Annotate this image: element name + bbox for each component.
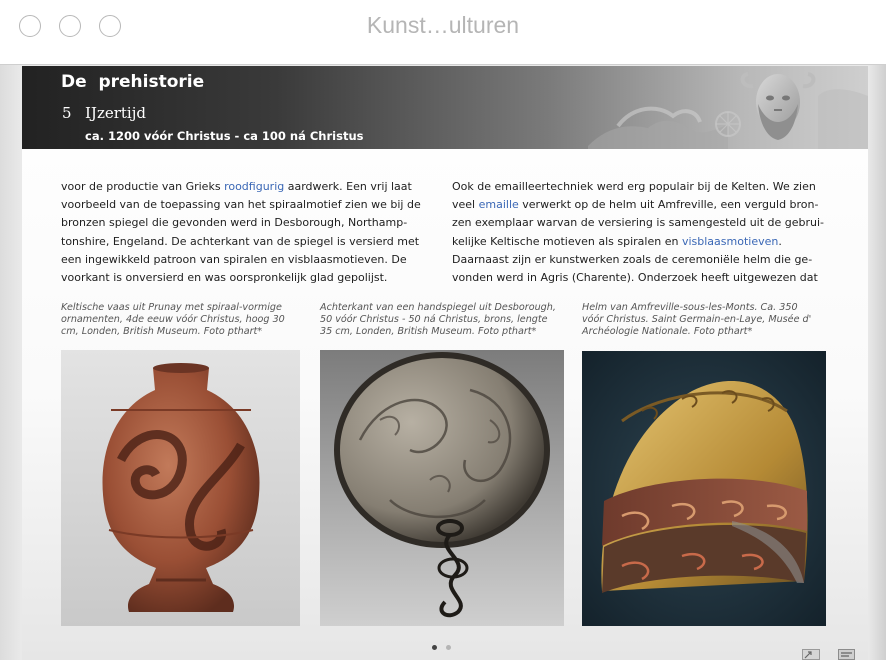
left-column-line: bronzen spiegel die gevonden werd in Desborough, Northamp- (61, 216, 408, 230)
caption-line: 50 vóór Christus - 50 ná Christus, brons, lengte (320, 314, 548, 326)
caption-line: 35 cm, Londen, British Museum. Foto pthart* (320, 326, 537, 338)
helmet-photo[interactable] (582, 351, 826, 626)
left-column-line: tonshire, Engeland. De achterkant van de spiegel is versierd met (61, 234, 420, 248)
left-column-line: voorbeeld van de toepassing van het spiraalmotief zien we bij de (61, 198, 421, 212)
mirror-photo[interactable] (320, 350, 564, 626)
caption-line: Helm van Amfreville-sous-les-Monts. Ca. 350 (582, 302, 798, 313)
glossary-link-visblaasmotieven[interactable]: visblaasmotieven (681, 234, 779, 248)
contents-icon[interactable] (838, 649, 855, 660)
caption-line: Achterkant van een handspiegel uit Desborough, (320, 302, 556, 313)
window-title: Kunst…ulturen (366, 12, 520, 38)
caption-line: Keltische vaas uit Prunay met spiraal-vormige (61, 302, 282, 313)
page-dot-1[interactable] (432, 645, 437, 650)
figure-caption-helmet (582, 302, 811, 339)
chapter-title: De prehistorie (61, 72, 205, 92)
right-column-line: Daarnaast zijn er kunstwerken zoals de ceremoniële helm die ge- (452, 252, 813, 266)
section-name: IJzertijd (85, 104, 146, 122)
period-subtitle: ca. 1200 vóór Christus - ca 100 ná Christus (85, 129, 364, 143)
left-column-line: voor de productie van Grieks roodfigurig aardwerk. Een vrij laat (61, 180, 412, 193)
caption-line: ornamenten, 4de eeuw vóór Christus, hoog 30 (61, 314, 285, 326)
page-dot-2[interactable] (446, 645, 451, 650)
figure-caption-vase (61, 302, 285, 339)
figure-caption-mirror (320, 302, 556, 339)
expand-icon[interactable] (802, 649, 820, 660)
glossary-link-emaille[interactable]: emaille (478, 198, 519, 212)
left-column-line: voorkant is onversierd en was oorspronkelijk glad gepolijst. (61, 271, 388, 285)
left-text-column (61, 178, 437, 287)
left-column-line: een ingewikkeld patroon van spiralen en visblaasmotieven. De (61, 252, 407, 266)
caption-line: vóór Christus. Saint Germain-en-Laye, Musée d' (582, 314, 812, 326)
section-number: 5 (62, 104, 72, 122)
right-column-line: veel emaille verwerkt op de helm uit Amfreville, een verguld bron- (452, 198, 819, 212)
caption-line: cm, Londen, British Museum. Foto pthart* (61, 326, 263, 338)
right-column-line: vonden werd in Agris (Charente). Onderzoek heeft uitgewezen dat (452, 271, 818, 285)
vase-photo[interactable] (61, 350, 300, 626)
window-titlebar (0, 0, 886, 65)
banner-relief (578, 66, 868, 149)
right-column-line: kelijke Keltische motieven als spiralen en visblaasmotieven. (452, 234, 782, 248)
right-column-line: zen exemplaar warvan de versiering is samengesteld uit de gebrui- (452, 216, 825, 230)
right-text-column (452, 178, 828, 287)
glossary-link-roodfigurig[interactable]: roodfigurig (224, 180, 285, 193)
caption-line: Archéologie Nationale. Foto pthart* (582, 326, 753, 338)
right-column-line: Ook de emailleertechniek werd erg populair bij de Kelten. We zien (452, 180, 816, 193)
